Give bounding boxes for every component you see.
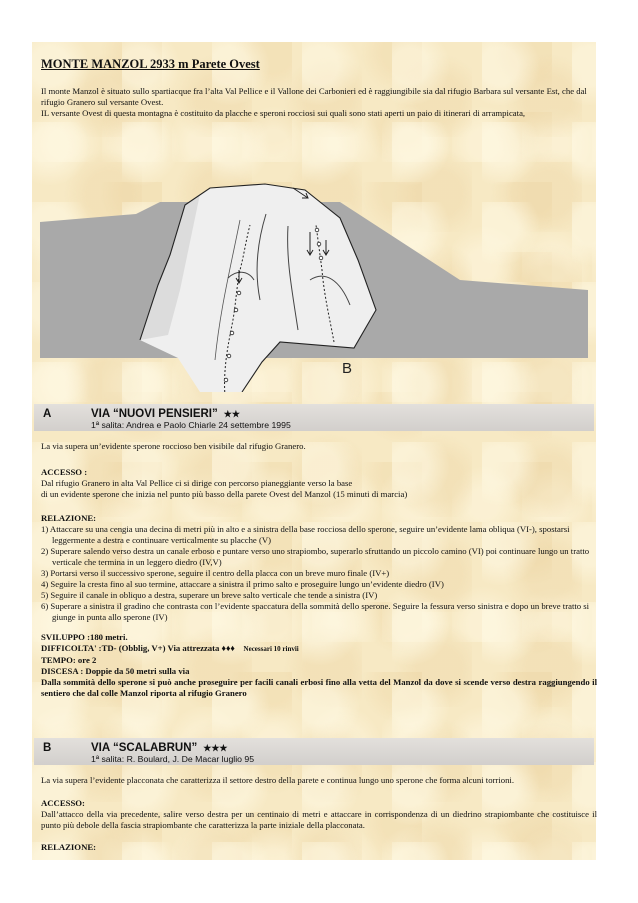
document-page [32,42,596,860]
page-title: MONTE MANZOL 2933 m Parete Ovest [41,57,260,71]
route-a-header [34,404,594,431]
topo-label-b: B [342,360,353,377]
relazione-step: 3) Portarsi verso il successivo sperone, seguire il centro della placca con un breve muro finale (IV+) [41,568,390,578]
accesso-line: di un evidente sperone che inizia nel punto più basso della parete Ovest del Manzol (15 minuti di marcia) [41,489,408,499]
belay-point [237,291,241,295]
tempo: TEMPO: ore 2 [41,655,97,665]
route-b-letter: B [43,742,52,754]
route-a-first-ascent: 1ª salita: Andrea e Paolo Chiarle 24 settembre 1995 [91,420,291,430]
relazione-step: 4) Seguire la cresta fino al suo termine, attaccare a sinistra il primo salto e proseguire lungo un’evidente diedro (IV) [41,579,444,589]
belay-point [315,228,319,232]
relazione-steps [41,524,597,623]
route-a-letter: A [43,408,52,420]
accesso-heading: ACCESSO : [41,467,88,477]
belay-point [230,331,234,335]
route-b-name: VIA “SCALABRUN” ★★★ [91,742,228,754]
route-b-relazione-heading: RELAZIONE: [41,842,97,852]
route-a-accesso [41,467,597,500]
belay-point [317,242,321,246]
relazione-step: 1) Attaccare su una cengia una decina di metri più in alto e a sinistra della base rocciosa dello sperone, seguire un’evidente lama obliqua (VI-), spostarsi leggermente a destra e continuare verticalmente su placche (V) [41,524,570,545]
route-b-first-ascent: 1ª salita: R. Boulard, J. De Macar luglio 95 [91,754,255,764]
route-a-summary [41,632,597,699]
route-a-description: La via supera un’evidente sperone roccioso ben visibile dal rifugio Granero. [41,441,306,451]
accesso-heading: ACCESSO: [41,798,85,808]
intro-paragraph-2: IL versante Ovest di questa montagna è costituito da placche e speroni rocciosi sui quali sono stati aperti un paio di itinerari di arrampicata, [41,108,526,118]
intro-text [41,86,597,119]
relazione-step: 5) Seguire il canale in obliquo a destra, superare un breve salto verticale che tende a sinistra (IV) [41,590,378,600]
belay-point [319,256,323,260]
sviluppo: SVILUPPO :180 metri. [41,632,128,642]
relazione-step: 2) Superare salendo verso destra un canale erboso e puntare verso uno strapiombo, superarlo sfruttando un piccolo camino (VI) poi continuare lungo un tratto verticale che termina in un leggero diedro (IV,V) [41,546,590,567]
intro-paragraph-1: Il monte Manzol è situato sullo spartiacque fra l’alta Val Pellice e il Vallone dei Carbonieri ed è raggiungibile sia dal rifugio Barbara sul versante Est, che dal rifugio Granero sul versante Ovest. [41,86,587,107]
route-b-header [34,738,594,765]
route-topo-diagram [40,130,588,392]
accesso-line: Dal rifugio Granero in alta Val Pellice ci si dirige con percorso pianeggiante verso la base [41,478,353,488]
route-a-relazione [41,513,597,623]
accesso-text: Dall’attacco della via precedente, salire verso destra per un centinaio di metri e attaccare in corrispondenza di un diedrino strapiombante che costituisce il punto più debole della fascia strapiombante che caratterizza la parte iniziale della placconata. [41,809,597,830]
route-a-name: VIA “NUOVI PENSIERI” ★★ [91,408,240,420]
belay-point [234,308,238,312]
route-a-rating-stars: ★★ [223,409,240,419]
discesa-text: Dalla sommità dello sperone si può anche proseguire per facili canali erbosi fino alla vetta del Manzol da dove si scende verso destra raggiungendo il sentiero che dal colle Manzol riporta al rifugio Granero [41,677,597,698]
belay-point [227,354,231,358]
difficolta: DIFFICOLTA' :TD- (Obblig, V+) Via attrezzata ♦♦♦ Necessari 10 rinvii [41,643,299,653]
route-b-rating-stars: ★★★ [203,743,228,753]
route-b-description: La via supera l’evidente placconata che caratterizza il settore destro della parete e continua lungo uno sperone che forma alcuni torrioni. [41,775,515,785]
route-b-accesso [41,798,597,831]
relazione-heading: RELAZIONE: [41,513,97,523]
belay-point [224,378,228,382]
rinvii: Necessari 10 rinvii [243,645,299,653]
relazione-step: 6) Superare a sinistra il gradino che contrasta con l’evidente spaccatura della sommità dello sperone. Seguire la fessura verso sinistra e dopo un breve tratto si giunge in punta allo sperone (IV) [41,601,590,622]
discesa-line: DISCESA : Doppie da 50 metri sulla via [41,666,190,676]
